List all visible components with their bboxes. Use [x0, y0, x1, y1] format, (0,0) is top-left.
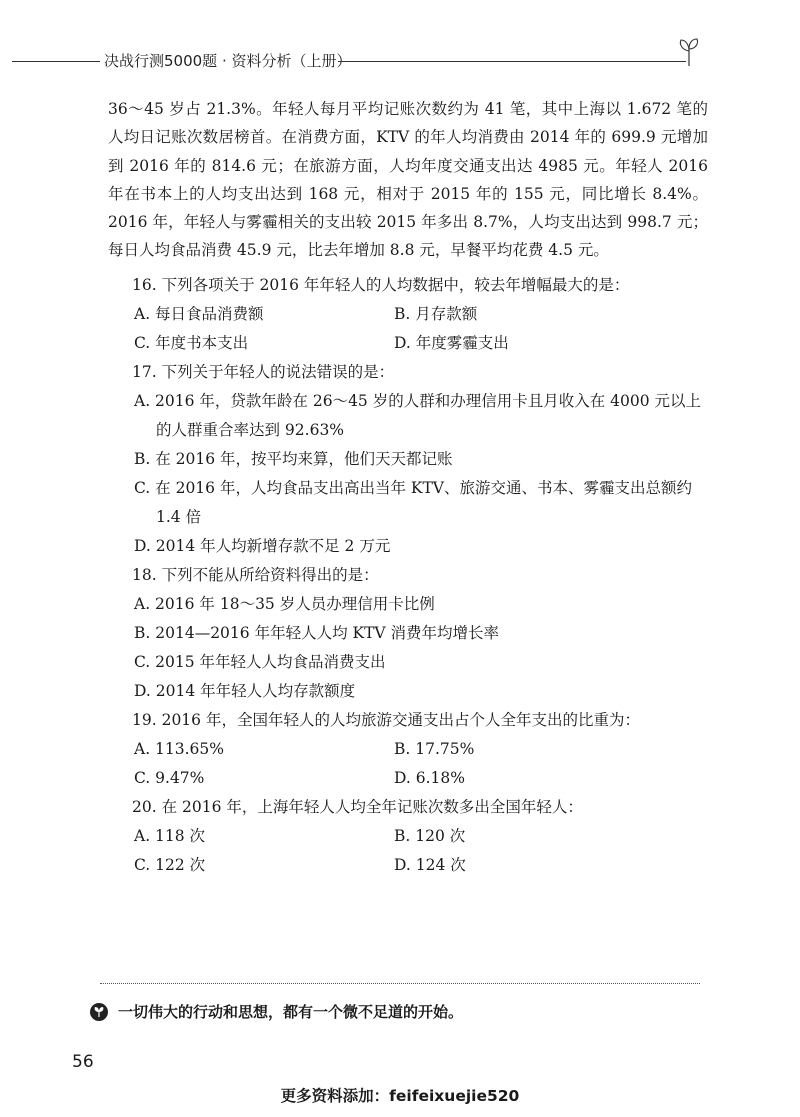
q18-option-a: A. 2016 年 18～35 岁人员办理信用卡比例: [134, 595, 435, 613]
q19-option-d: D. 6.18%: [394, 769, 465, 787]
q17-option-d: D. 2014 年人均新增存款不足 2 万元: [134, 537, 391, 555]
q16-option-c: C. 年度书本支出: [134, 334, 249, 352]
passage-text: 36～45 岁占 21.3%。年轻人每月平均记账次数约为 41 笔，其中上海以 1.672 笔的人均日记账次数居榜首。在消费方面，KTV 的年人均消费由 2014 年的 699.9 元增加到 2016 年的 814.6 元；在旅游方面，人均年度交通支出达 4985 元。年轻人 2016 年在书本上的人均支出达到 168 元，相对于 2015 年的 155 元，同比增长 8.4%。2016 年，年轻人与雾霾相关的支出较 2015 年多出 8.7%，人均支出达到 998.7 元；每日人均食品消费 45.9 元，比去年增加 8.8 元，早餐平均花费 4.5 元。: [108, 100, 708, 260]
q18-option-b: B. 2014—2016 年年轻人人均 KTV 消费年均增长率: [134, 624, 500, 642]
q19-option-a: A. 113.65%: [134, 740, 225, 758]
q18-option-d: D. 2014 年年轻人人均存款额度: [134, 682, 356, 700]
q17-option-a-cont: 的人群重合率达到 92.63%: [156, 421, 345, 439]
running-header: [0, 50, 800, 74]
q17-option-a: A. 2016 年，贷款年龄在 26～45 岁的人群和办理信用卡且月收入在 4000 元以上: [134, 392, 702, 410]
q20-option-b: B. 120 次: [394, 827, 466, 845]
q16-stem: 16. 下列各项关于 2016 年年轻人的人均数据中，较去年增幅最大的是：: [132, 276, 630, 294]
q20-stem: 20. 在 2016 年，上海年轻人人均全年记账次数多出全国年轻人：: [132, 798, 583, 816]
q17-option-b: B. 在 2016 年，按平均来算，他们天天都记账: [134, 450, 453, 468]
q17-option-c-cont: 1.4 倍: [156, 508, 202, 526]
dotted-divider: [100, 983, 700, 984]
q18-option-c: C. 2015 年年轻人人均食品消费支出: [134, 653, 386, 671]
header-rule-right: [338, 61, 686, 62]
q17-option-c: C. 在 2016 年，人均食品支出高出当年 KTV、旅游交通、书本、雾霾支出总额约: [134, 479, 693, 497]
q18-stem: 18. 下列不能从所给资料得出的是：: [132, 566, 379, 584]
q20-option-c: C. 122 次: [134, 856, 206, 874]
leaf-icon: [90, 1003, 108, 1021]
footer-note: 更多资料添加：feifeixuejie520: [280, 1087, 520, 1105]
page-number: 56: [72, 1052, 94, 1072]
q16-option-a: A. 每日食品消费额: [134, 305, 264, 323]
passage: [108, 95, 708, 265]
motto: [90, 1001, 463, 1022]
motto-text: 一切伟大的行动和思想，都有一个微不足道的开始。: [118, 1003, 464, 1021]
q19-option-c: C. 9.47%: [134, 769, 205, 787]
q20-option-d: D. 124 次: [394, 856, 466, 874]
q17-stem: 17. 下列关于年轻人的说法错误的是：: [132, 363, 395, 381]
q19-stem: 19. 2016 年，全国年轻人的人均旅游交通支出占个人全年支出的比重为：: [132, 711, 640, 729]
q19-option-b: B. 17.75%: [394, 740, 475, 758]
book-title: 决战行测5000题 · 资料分析（上册）: [104, 52, 352, 70]
q16-option-d: D. 年度雾霾支出: [394, 334, 509, 352]
q20-option-a: A. 118 次: [134, 827, 206, 845]
q16-option-b: B. 月存款额: [394, 305, 478, 323]
sprout-icon: [678, 36, 700, 66]
header-rule-left: [12, 61, 100, 62]
